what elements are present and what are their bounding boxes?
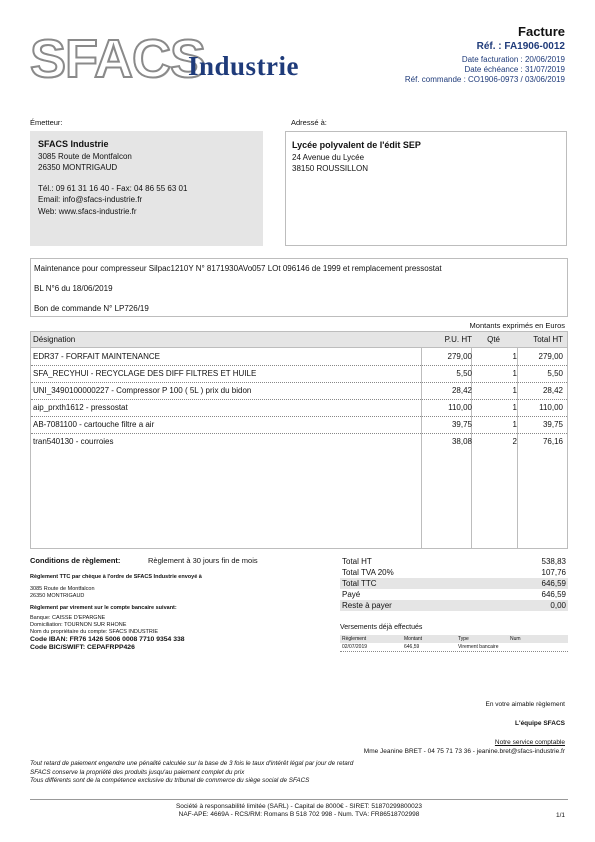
currency-note: Montants exprimés en Euros <box>469 321 565 330</box>
row-quantity: 1 <box>512 403 517 412</box>
payments-header-num: Num <box>508 635 568 643</box>
order-ref: Réf. commande : CO1906-0973 / 03/06/2019 <box>404 75 565 84</box>
row-unit-price: 5,50 <box>456 369 472 378</box>
payments-block <box>340 624 568 652</box>
payment-conditions <box>30 557 320 652</box>
emitter-name: SFACS Industrie <box>38 139 109 149</box>
table-row <box>31 366 567 382</box>
total-value: 107,76 <box>541 568 566 577</box>
due-date: Date échéance : 31/07/2019 <box>464 65 565 74</box>
row-quantity: 1 <box>512 420 517 429</box>
table-row <box>31 434 567 450</box>
header-total: Total HT <box>533 335 563 344</box>
row-quantity: 1 <box>512 386 517 395</box>
note-line-2: BL N°6 du 18/06/2019 <box>34 284 113 293</box>
row-designation: UNI_3490100000227 - Compressor P 100 ( 5L ) prix du bidon <box>33 386 252 395</box>
row-total: 279,00 <box>538 352 563 361</box>
table-header <box>31 332 567 348</box>
cheque-city: 26350 MONTRIGAUD <box>30 593 85 599</box>
total-value: 646,59 <box>541 579 566 588</box>
footer-line-1: Société à responsabilité limitée (SARL) - Capital de 8000€ - SIRET: 51870299800023 <box>175 803 423 810</box>
total-ttc-row <box>340 578 568 589</box>
payment-amount: 646,59 <box>404 644 420 650</box>
row-quantity: 1 <box>512 369 517 378</box>
addressee-name: Lycée polyvalent de l'édit SEP <box>292 140 421 150</box>
note-line-3: Bon de commande N° LP726/19 <box>34 304 149 313</box>
total-tva-row <box>340 567 568 578</box>
bic: Code BIC/SWIFT: CEPAFRPP426 <box>30 644 135 651</box>
emitter-street: 3085 Route de Montfalcon <box>38 151 132 161</box>
remaining-row <box>340 600 568 611</box>
payment-row <box>340 643 568 651</box>
cheque-street: 3085 Route de Montfalcon <box>30 586 95 592</box>
row-total: 110,00 <box>539 403 563 412</box>
total-value: 538,83 <box>541 557 566 566</box>
closing-block <box>364 700 565 756</box>
emitter-phone: Tél.: 09 61 31 16 40 - Fax: 04 86 55 63 01 <box>38 183 188 193</box>
table-row <box>31 383 567 399</box>
row-total: 76,16 <box>542 437 563 446</box>
row-total: 39,75 <box>542 420 563 429</box>
page-footer <box>30 799 568 819</box>
paid-row <box>340 589 568 600</box>
emitter-label: Émetteur: <box>30 118 63 127</box>
total-label: Payé <box>342 590 361 599</box>
total-label: Reste à payer <box>342 601 392 610</box>
row-total: 28,42 <box>542 386 563 395</box>
emitter-box <box>30 131 263 246</box>
addressee-box <box>285 131 567 246</box>
legal-line-3: Tous différents sont de la compétence exclusive du tribunal de commerce du siège social de SFACS <box>30 777 310 784</box>
iban: Code IBAN: FR76 1426 5006 0008 7710 9354 338 <box>30 636 185 643</box>
conditions-value: Règlement à 30 jours fin de mois <box>148 556 258 565</box>
emitter-city: 26350 MONTRIGAUD <box>38 163 118 172</box>
note-line-1: Maintenance pour compresseur Silpac1210Y N° 8171930AVo057 LOt 096146 de 1999 et remplacement pressostat <box>34 264 442 273</box>
footer-line-2: NAF-APE: 4669A - RCS/RM: Romans B 518 702 998 - Num. TVA: FR86518702998 <box>178 811 420 818</box>
contact-title: Notre service comptable <box>494 739 565 746</box>
payments-table <box>340 635 568 651</box>
total-ht-row <box>340 556 568 567</box>
invoice-title: Facture <box>518 24 565 39</box>
payments-header-type: Type <box>456 635 508 643</box>
row-designation: tran540130 - courroies <box>33 437 114 446</box>
emitter-web: Web: www.sfacs-industrie.fr <box>38 206 137 216</box>
row-unit-price: 28,42 <box>451 386 472 395</box>
bank-domiciliation: Domiciliation: TOURNON SUR RHONE <box>30 622 127 628</box>
header-quantity: Qté <box>487 335 500 344</box>
table-row <box>31 349 567 365</box>
row-unit-price: 279,00 <box>447 352 472 361</box>
logo-brand: SFACS <box>30 29 206 89</box>
payments-header <box>340 635 568 643</box>
payments-header-date: Règlement <box>340 635 402 643</box>
invoice-date: Date facturation : 20/06/2019 <box>461 55 565 64</box>
conditions-title: Conditions de règlement: <box>30 556 121 565</box>
company-logo <box>30 28 320 90</box>
legal-line-1: Tout retard de paiement engendre une pénalité calculée sur la base de 3 fois le taux d'intérêt légal par jour de retard <box>30 760 354 767</box>
totals-block <box>340 556 568 611</box>
invoice-header <box>405 24 565 85</box>
total-label: Total TVA 20% <box>342 568 394 577</box>
logo-subtitle: Industrie <box>188 51 300 81</box>
row-designation: EDR37 - FORFAIT MAINTENANCE <box>33 352 160 361</box>
row-designation: AB-7081100 - cartouche filtre a air <box>33 420 155 429</box>
bank-name: Banque: CAISSE D'EPARGNE <box>30 615 106 621</box>
table-row <box>31 400 567 416</box>
cheque-title: Règlement TTC par chèque à l'ordre de SFACS Industrie envoyé à <box>30 574 202 580</box>
payment-date: 02/07/2019 <box>342 644 368 650</box>
legal-line-2: SFACS conserve la propriété des produits jusqu'au paiement complet du prix <box>30 768 245 776</box>
row-quantity: 2 <box>512 437 517 446</box>
account-owner: Nom du propriétaire du compte: SFACS INDUSTRIE <box>30 629 159 635</box>
addressee-label: Adressé à: <box>291 118 327 127</box>
total-value: 0,00 <box>550 601 566 610</box>
invoice-notes <box>30 258 568 317</box>
invoice-lines-table <box>30 331 568 549</box>
addressee-street: 24 Avenue du Lycée <box>292 152 365 162</box>
header-unit-price: P.U. HT <box>444 335 472 344</box>
row-unit-price: 38,08 <box>451 437 472 446</box>
row-unit-price: 110,00 <box>448 403 472 412</box>
closing-greeting: En votre aimable règlement <box>485 701 565 708</box>
header-designation: Désignation <box>33 335 76 344</box>
row-total: 5,50 <box>547 369 563 378</box>
payment-num <box>508 643 568 651</box>
row-quantity: 1 <box>512 352 517 361</box>
closing-team: L'équipe SFACS <box>515 720 565 727</box>
table-row <box>31 417 567 433</box>
total-label: Total HT <box>342 557 372 566</box>
total-label: Total TTC <box>342 579 377 588</box>
payment-type: Virement bancaire <box>458 644 499 650</box>
contact-details: Mme Jeanine BRET - 04 75 71 73 36 - jeanine.bret@sfacs-industrie.fr <box>363 748 565 755</box>
payments-title: Versements déjà effectués <box>340 624 423 631</box>
emitter-email: Email: info@sfacs-industrie.fr <box>38 195 143 204</box>
total-value: 646,59 <box>541 590 566 599</box>
row-designation: aip_prxth1612 - pressostat <box>33 403 128 412</box>
addressee-city: 38150 ROUSSILLON <box>292 164 369 173</box>
transfer-title: Règlement par virement sur le compte bancaire suivant: <box>30 605 177 611</box>
invoice-ref: Réf. : FA1906-0012 <box>476 41 565 52</box>
row-designation: SFA_RECYHUI - RECYCLAGE DES DIFF FILTRES ET HUILE <box>33 369 257 378</box>
payments-header-amount: Montant <box>402 635 456 643</box>
legal-notes <box>30 760 353 786</box>
page-number: 1/1 <box>555 812 565 819</box>
row-unit-price: 39,75 <box>451 420 472 429</box>
